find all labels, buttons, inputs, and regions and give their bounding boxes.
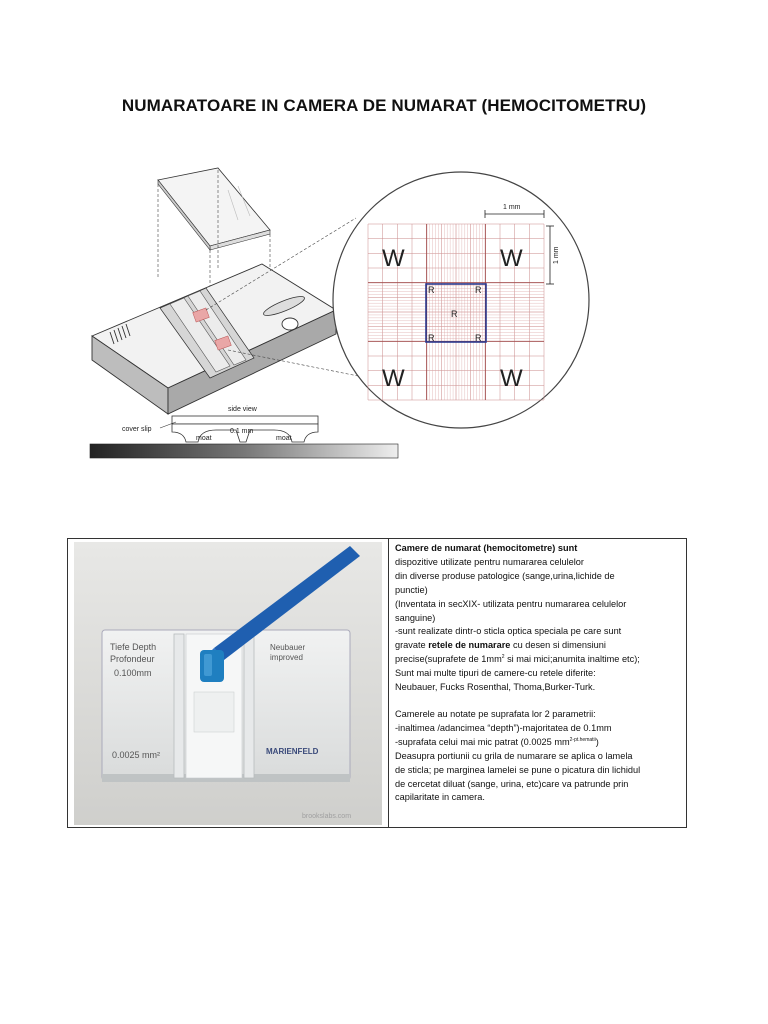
text-line-1: Camere de numarat (hemocitometre) sunt: [395, 543, 578, 553]
photo-left-label-3: 0.100mm: [114, 668, 152, 678]
scale-horizontal-label: 1 mm: [503, 204, 521, 211]
text-line-9-b: si mai mici;anumita inaltime etc);: [504, 654, 640, 665]
text-line-14: [395, 736, 685, 750]
r-label-4: R: [428, 333, 435, 343]
table-cell-divider: [388, 539, 389, 827]
text-line-8-b: cu desen si dimensiuni: [510, 640, 606, 651]
side-view-illustration: [90, 406, 398, 458]
info-table: [67, 538, 687, 828]
depth-label: 0.1 mm: [230, 428, 254, 435]
moat-right-label: moat: [276, 435, 292, 442]
text-line-16: de sticla; pe marginea lamelei se pune o picatura din lichidul: [395, 764, 641, 775]
page-title: NUMARATOARE IN CAMERA DE NUMARAT (HEMOCITOMETRU): [121, 96, 647, 115]
r-label-5: R: [475, 333, 482, 343]
photo-right-label-2: improved: [270, 653, 303, 662]
text-line-6: sanguine): [395, 612, 436, 623]
text-line-3: din diverse produse patologice (sange,urina,lichide de: [395, 570, 615, 581]
photo-watermark: brookslabs.com: [302, 813, 352, 820]
photo-left-label-2: Profondeur: [110, 654, 155, 664]
magnified-grid-illustration: [333, 172, 589, 428]
moat-left-label: moat: [196, 435, 212, 442]
text-line-9-a: precise(suprafete de 1mm: [395, 654, 502, 665]
side-view-label: side view: [228, 406, 257, 413]
slide-illustration: [92, 264, 336, 414]
w-label-bottom-left: W: [382, 365, 405, 392]
w-label-top-right: W: [500, 245, 523, 272]
cover-slip-label: cover slip: [122, 426, 152, 433]
photo-left-label-1: Tiefe Depth: [110, 642, 157, 652]
w-label-bottom-right: W: [500, 365, 523, 392]
text-line-18: capilaritate in camera.: [395, 792, 485, 803]
text-line-8-a: gravate: [395, 640, 429, 651]
text-line-13: -inaltimea /adancimea “depth”)-majoritatea de 0.1mm: [395, 722, 612, 733]
text-line-14-b: ): [595, 736, 599, 747]
r-label-2: R: [475, 285, 482, 295]
text-line-5: (Inventata in secXIX- utilizata pentru numararea celulelor: [395, 598, 627, 609]
text-line-8: [395, 639, 685, 653]
photo-area-label: 0.0025 mm²: [112, 750, 161, 760]
text-line-9: [395, 653, 685, 667]
text-line-14-a: -suprafata celui mai mic patrat (0.0025 mm: [395, 736, 570, 747]
photo-right-label-1: Neubauer: [270, 643, 306, 652]
hemocytometer-illustration: [88, 160, 688, 465]
photo-brand: MARIENFELD: [266, 747, 319, 756]
text-line-9-sup: 2: [501, 654, 505, 661]
text-line-14-sup: 2-pt.hematii: [569, 736, 596, 743]
r-label-1: R: [428, 285, 435, 295]
text-line-15: Deasupra portiunii cu grila de numarare se aplica o lamela: [395, 750, 633, 761]
photo-illustration: [74, 542, 382, 825]
hemocytometer-diagram: [88, 160, 688, 465]
description-text: [395, 542, 685, 805]
text-line-8-bold: retele de numarare: [428, 640, 511, 651]
text-line-11: Neubauer, Fucks Rosenthal, Thoma,Burker-Turk.: [395, 682, 596, 693]
text-line-4: punctie): [395, 584, 428, 595]
w-label-top-left: W: [382, 245, 405, 272]
text-line-10: Sunt mai multe tipuri de camere-cu retele diferite:: [395, 668, 596, 679]
text-line-17: de cercetat diluat (sange, urina, etc)care va patrunde prin: [395, 778, 629, 789]
text-line-12: Camerele au notate pe suprafata lor 2 parametrii:: [395, 708, 596, 719]
text-line-2: dispozitive utilizate pentru numararea celulelor: [395, 556, 584, 567]
r-label-3: R: [451, 309, 458, 319]
hemocytometer-photo: [74, 542, 382, 825]
scale-vertical-label: 1 mm: [553, 246, 560, 264]
cover-slip-illustration: [158, 168, 270, 250]
text-line-7: -sunt realizate dintr-o sticla optica speciala pe care sunt: [395, 626, 622, 637]
